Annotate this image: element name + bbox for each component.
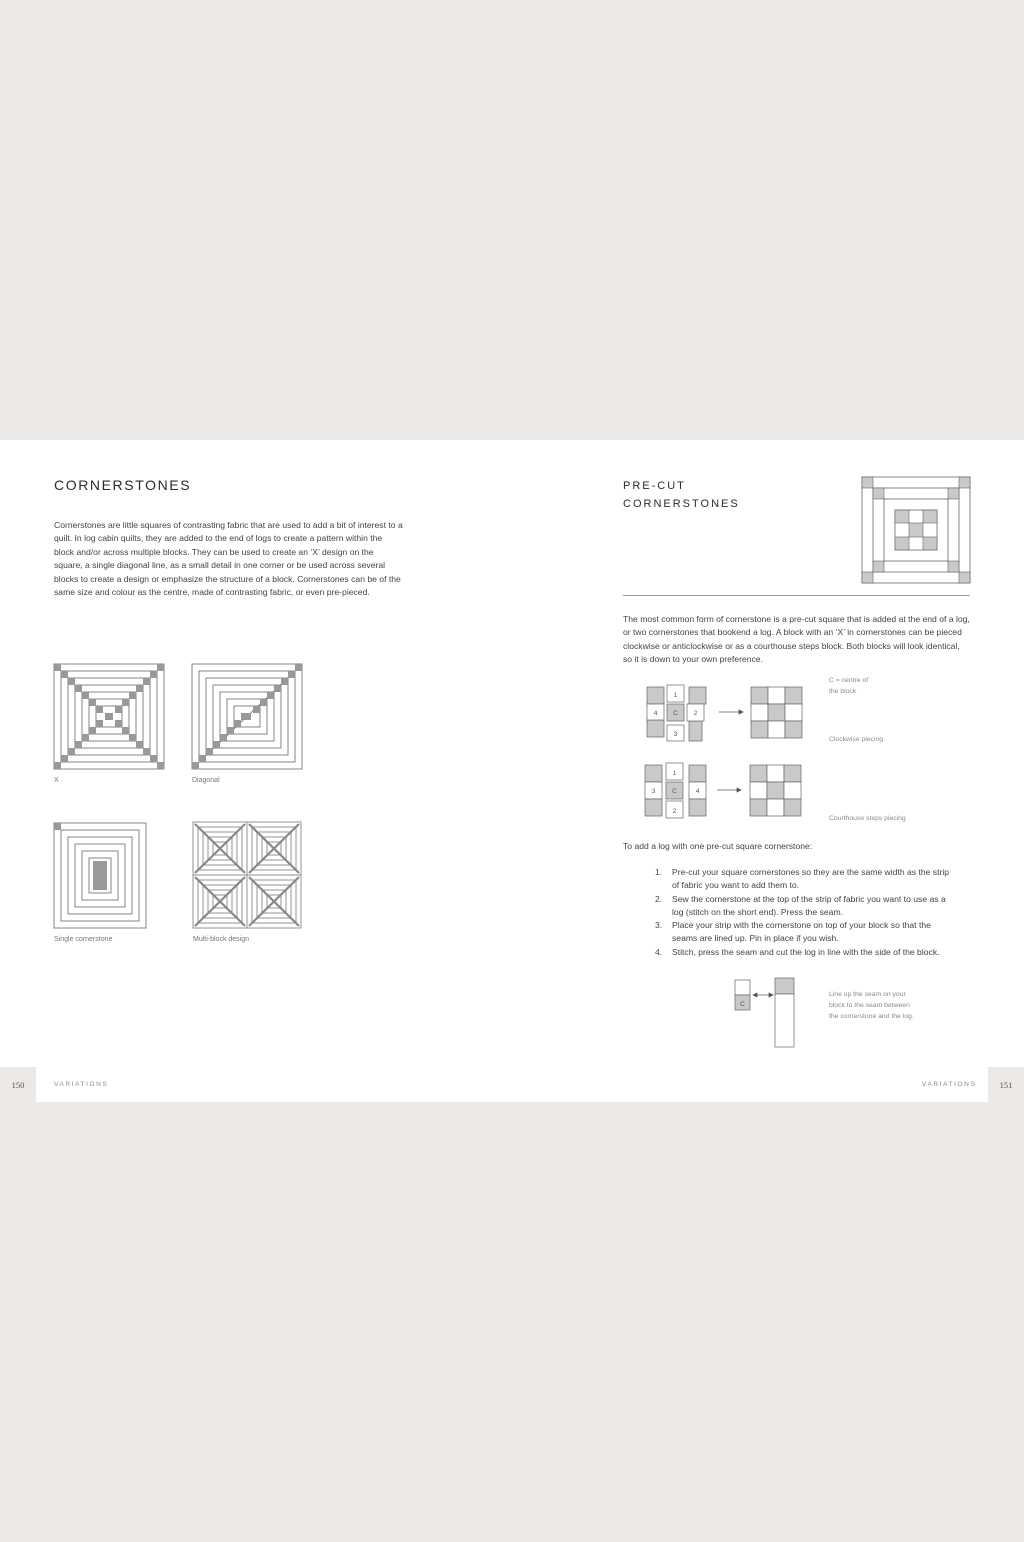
steps-list xyxy=(655,866,975,959)
caption-x: X xyxy=(54,777,59,784)
left-page-number: 150 xyxy=(0,1067,36,1103)
seam-note-line1: Line up the seam on your xyxy=(829,991,906,998)
ch-label-c: C xyxy=(672,788,677,795)
right-heading-rule xyxy=(623,595,970,596)
right-page-number: 151 xyxy=(988,1067,1024,1103)
seam-label-c: C xyxy=(740,1001,745,1008)
cw-label-c: C xyxy=(673,710,678,717)
seam-note-line3: the cornerstone and the log. xyxy=(829,1013,914,1020)
diagonal-block-diagram xyxy=(192,664,302,769)
cw-label-1: 1 xyxy=(673,692,678,699)
courthouse-label: Courthouse steps piecing xyxy=(829,815,906,822)
ch-label-3: 3 xyxy=(651,788,656,795)
right-intro-text: The most common form of cornerstone is a pre-cut square that is added at the end of a log, or two cornerstones that bookend a log. A block with an ‘X’ in cornerstones can be pieced clockwise or anticlockwise or as a courthouse steps block. Both blocks will look identical, so it is down to your own preference. xyxy=(623,614,970,665)
courthouse-steps-diagram xyxy=(645,763,805,823)
ch-label-2: 2 xyxy=(672,808,677,815)
right-heading-line1: PRE-CUT xyxy=(623,480,686,492)
left-heading: CORNERSTONES xyxy=(54,477,192,493)
caption-single: Single cornerstone xyxy=(54,936,113,943)
ch-label-1: 1 xyxy=(672,770,677,777)
step-item: 1. Pre-cut your square cornerstones so they are the same width as the strip of fabric you want to add them to. xyxy=(655,867,950,891)
step-item: 4. Stitch, press the seam and cut the log in line with the side of the block. xyxy=(655,946,940,957)
book-spread xyxy=(0,440,1024,1102)
step-item: 3. Place your strip with the cornerstone on top of your block so that the seams are lined up. Pin in place if you wish. xyxy=(655,920,931,944)
seam-note-line2: block to the seam between xyxy=(829,1002,910,1009)
precut-header-block-diagram xyxy=(862,477,970,583)
cw-label-3: 3 xyxy=(673,731,678,738)
c-note-line1: C = centre of xyxy=(829,677,869,684)
cw-label-4: 4 xyxy=(653,710,658,717)
clockwise-label: Clockwise piecing xyxy=(829,736,884,743)
seam-alignment-diagram xyxy=(735,978,797,1048)
right-running-footer: VARIATIONS xyxy=(922,1081,977,1088)
left-body-text: Cornerstones are little squares of contrasting fabric that are used to add a bit of interest to a quilt. In log cabin quilts, they are added to the end of logs to create a pattern within the block and/or across multiple blocks. They can be used to create an ‘X’ design on the square, a single diagonal line, as a small detail in one corner or be used across several blocks to create a design or emphasize the structure of a block. Cornerstones can be of the same size and colour as the centre, made of contrasting fabric, or even pre-pieced. xyxy=(54,520,403,598)
single-cornerstone-diagram xyxy=(54,823,146,928)
multi-block-diagram xyxy=(193,822,301,928)
caption-diagonal: Diagonal xyxy=(192,777,220,784)
clockwise-piecing-diagram xyxy=(647,685,807,745)
left-running-footer: VARIATIONS xyxy=(54,1081,109,1088)
right-heading-line2: CORNERSTONES xyxy=(623,498,740,510)
step-item: 2. Sew the cornerstone at the top of the strip of fabric you want to use as a log (stitch on the short end). Press the seam. xyxy=(655,893,946,917)
x-block-diagram xyxy=(54,664,164,769)
ch-label-4: 4 xyxy=(695,788,700,795)
c-note-line2: the block xyxy=(829,688,857,695)
cw-label-2: 2 xyxy=(693,710,698,717)
caption-multi: Multi-block design xyxy=(193,936,250,943)
steps-intro: To add a log with one pre-cut square cornerstone: xyxy=(623,841,813,851)
